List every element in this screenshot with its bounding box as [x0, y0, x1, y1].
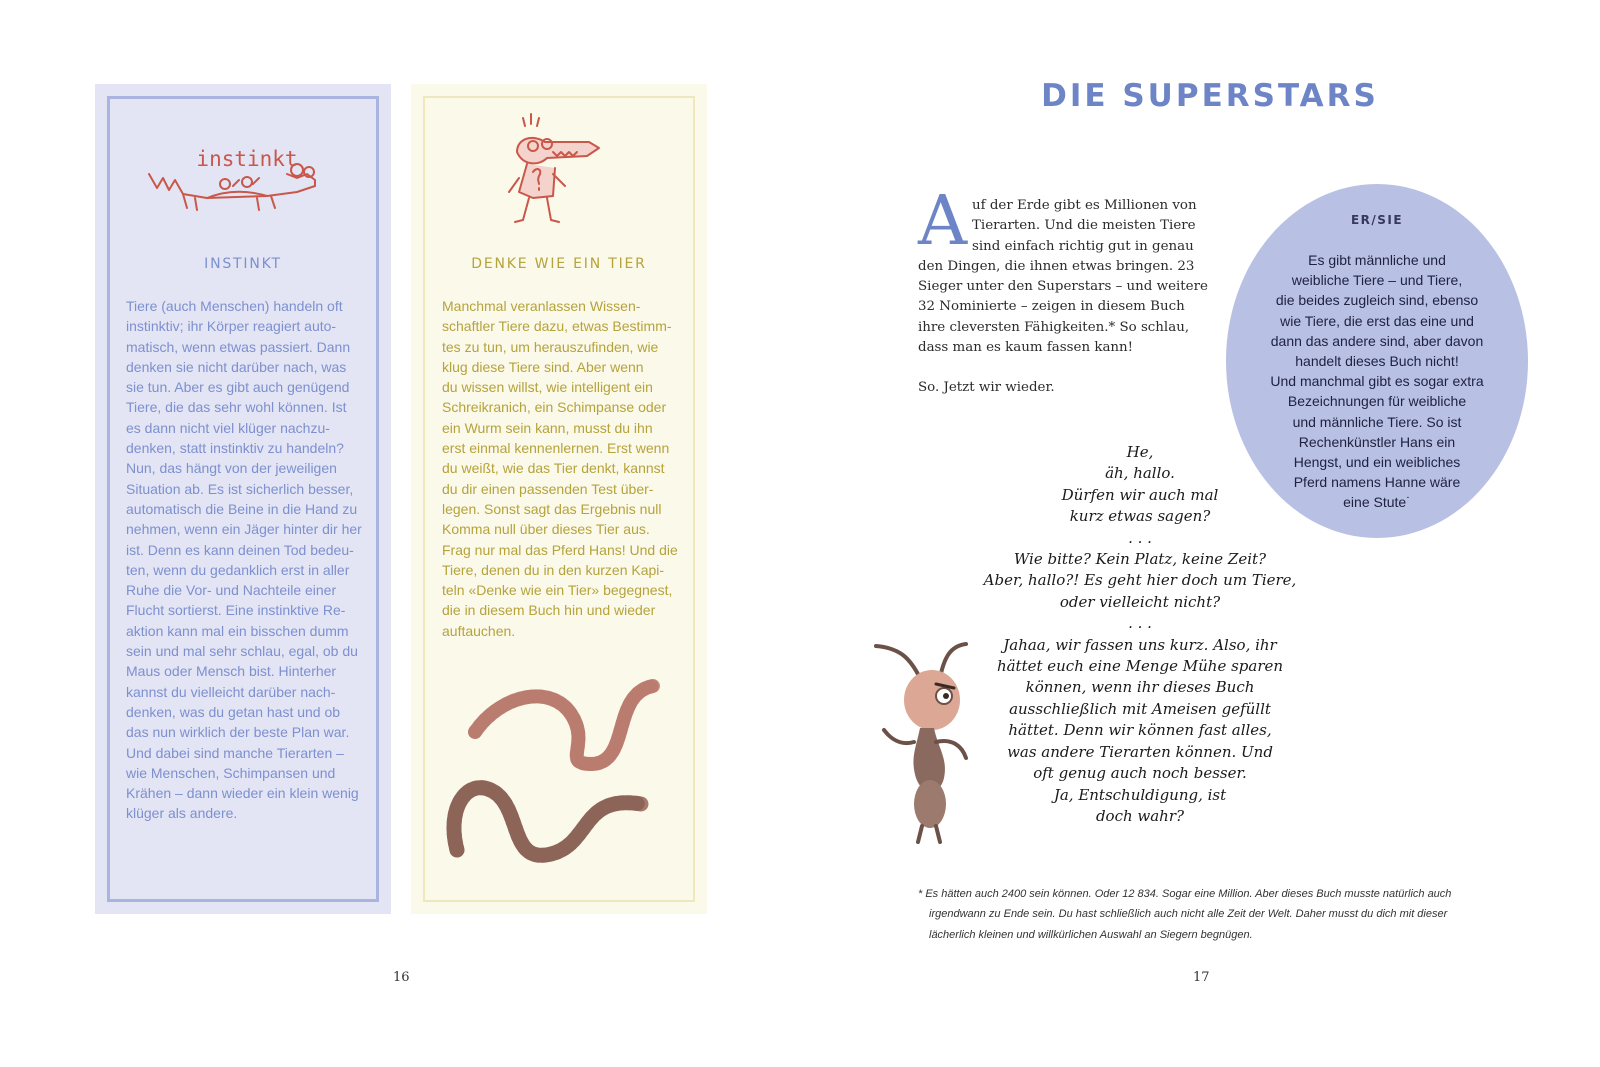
- speech-line: doch wahr?: [1095, 806, 1185, 825]
- instinkt-text-line: instinktiv; ihr Körper reagiert auto-: [126, 318, 337, 335]
- instinkt-text-line: nehmen, wenn ein Jäger hinter dir her: [126, 521, 362, 538]
- instinkt-text-line: ist. Denn es kann deinen Tod bedeu-: [126, 541, 354, 558]
- instinkt-text-line: Maus oder Mensch bist. Hinterher: [126, 663, 337, 680]
- intro-text-line: uf der Erde gibt es Millionen von: [972, 198, 1197, 213]
- speech-line: was andere Tierarten können. Und: [1007, 742, 1273, 761]
- denke-text-line: auftauchen.: [442, 622, 516, 639]
- denke-text-line: Tiere, denen du in den kurzen Kapi-: [442, 561, 665, 578]
- er-sie-text-line: eine Stute˙: [1343, 494, 1411, 511]
- speech-line: Aber, hallo?! Es geht hier doch um Tiere,: [983, 571, 1297, 590]
- instinkt-text-line: sein und mal sehr schlau, egal, ob du: [126, 643, 358, 660]
- footnote: [918, 884, 1518, 945]
- speech-line: oft genug auch noch besser.: [1033, 764, 1247, 783]
- denke-text-line: tes zu tun, um herauszufinden, wie: [442, 338, 659, 355]
- denke-text-line: du weißt, wie das Tier denkt, kannst: [442, 460, 665, 477]
- denke-body-text: [442, 296, 692, 641]
- earthworms-icon: [441, 654, 681, 894]
- er-sie-text-line: Hengst, und ein weibliches: [1293, 454, 1461, 471]
- er-sie-text-line: Und manchmal gibt es sogar extra: [1270, 373, 1484, 390]
- ant-speech: [975, 442, 1305, 827]
- intro-text-line: ihre cleversten Fähigkeiten.* So schlau,: [918, 319, 1190, 335]
- denke-text-line: Schreikranich, ein Schimpanse oder: [442, 399, 667, 416]
- ant-icon: [870, 638, 980, 848]
- instinkt-text-line: Tiere, die das sehr wohl können. Ist: [126, 399, 347, 416]
- drop-cap: A: [918, 182, 968, 261]
- speech-line: Jahaa, wir fassen uns kurz. Also, ihr: [1003, 635, 1277, 654]
- er-sie-text-line: Bezeichnungen für weibliche: [1287, 393, 1467, 410]
- denke-title: DENKE WIE EIN TIER: [471, 256, 647, 272]
- denke-text-line: ein Wurm sein kann, musst du ihn: [442, 419, 653, 436]
- instinkt-text-line: ten, wenn du gedanklich erst in aller: [126, 561, 350, 578]
- intro-text-line: Tierarten. Und die meisten Tiere: [972, 218, 1196, 234]
- page-number-left: 16: [393, 970, 410, 985]
- instinkt-text-line: Flucht sortierst. Eine instinktive Re-: [126, 602, 346, 619]
- instinkt-text-line: denken, was du getan hast und ob: [126, 703, 341, 720]
- er-sie-text-line: Es gibt männliche und: [1308, 252, 1446, 268]
- intro-text-line: dass man es kaum fassen kann!: [918, 340, 1134, 356]
- denke-text-line: Frag nur mal das Pferd Hans! Und die: [442, 541, 678, 558]
- speech-line: Wie bitte? Kein Platz, keine Zeit?: [1013, 550, 1267, 569]
- denke-text-line: teln «Denke wie ein Tier» begegnest,: [442, 582, 673, 599]
- er-sie-text-line: die beides zugleich sind, ebenso: [1275, 292, 1479, 309]
- intro-text-line: 32 Nominierte – zeigen in diesem Buch: [918, 299, 1185, 315]
- instinkt-text-line: Und dabei sind manche Tierarten –: [126, 744, 344, 761]
- denke-text-line: schaftler Tiere dazu, etwas Bestimm-: [442, 318, 672, 335]
- instinkt-text-line: denken, statt instinktiv zu handeln?: [126, 440, 344, 457]
- paragraph-gap: [918, 358, 1218, 378]
- speech-line: oder vielleicht nicht?: [1059, 592, 1221, 611]
- page-number-right: 17: [1193, 970, 1210, 985]
- intro-closing-line: So. Jetzt wir wieder.: [918, 380, 1055, 396]
- instinkt-text-line: Tiere (auch Menschen) handeln oft: [126, 298, 343, 314]
- denke-text-line: du wissen willst, wie intelligent ein: [442, 379, 653, 396]
- er-sie-text-line: Pferd namens Hanne wäre: [1293, 474, 1461, 491]
- speech-line: . . .: [1128, 528, 1152, 547]
- er-sie-text-line: handelt dieses Buch nicht!: [1295, 353, 1459, 370]
- chapter-title: DIE SUPERSTARS: [1041, 78, 1379, 114]
- instinkt-text-line: kannst du vielleicht darüber nach-: [126, 683, 336, 700]
- instinkt-title: INSTINKT: [204, 256, 282, 272]
- speech-line: He,: [1126, 443, 1154, 461]
- denke-text-line: du dir einen passenden Test über-: [442, 480, 654, 497]
- denke-text-line: legen. Sonst sagt das Ergebnis null: [442, 500, 662, 517]
- er-sie-title: ER/SIE: [1350, 213, 1404, 227]
- instinkt-text-line: Ruhe die Vor- und Nachteile einer: [126, 582, 337, 599]
- instinkt-text-line: Krähen – dann wieder ein klein wenig: [126, 785, 359, 802]
- footnote-line: lächerlich kleinen und willkürlichen Auswahl an Siegern begnügen.: [929, 928, 1253, 941]
- speech-line: äh, hallo.: [1105, 464, 1175, 483]
- instinkt-text-line: das nun wirklich der beste Plan war.: [126, 724, 350, 741]
- er-sie-text-line: Rechenkünstler Hans ein: [1298, 433, 1456, 450]
- speech-line: ausschließlich mit Ameisen gefüllt: [1009, 699, 1271, 718]
- instinkt-text-line: wie Menschen, Schimpansen und: [126, 764, 336, 781]
- er-sie-text-line: dann das andere sind, aber davon: [1270, 332, 1484, 349]
- instinkt-body-text: [126, 296, 376, 824]
- er-sie-text-line: weibliche Tiere – und Tiere,: [1291, 272, 1463, 289]
- instinkt-text-line: aktion kann mal ein bisschen dumm: [126, 622, 349, 639]
- crocodile-instinkt-icon: [147, 144, 347, 224]
- denke-text-line: die in diesem Buch hin und wieder: [442, 602, 656, 619]
- instinkt-text-line: es dann nicht viel klüger nachzu-: [126, 419, 330, 436]
- instinkt-text-line: Nun, das hängt von der jeweiligen: [126, 460, 337, 477]
- instinkt-box: [95, 84, 391, 914]
- speech-line: können, wenn ihr dieses Buch: [1025, 678, 1255, 697]
- denke-text-line: erst einmal kennenlernen. Erst wenn: [442, 440, 670, 457]
- intro-text-line: den Dingen, die ihnen etwas bringen. 23: [918, 258, 1195, 274]
- denke-text-line: klug diese Tiere sind. Aber wenn: [442, 358, 644, 375]
- speech-line: hättet. Denn wir können fast alles,: [1008, 721, 1272, 740]
- speech-line: kurz etwas sagen?: [1069, 507, 1211, 526]
- instinkt-text-line: klüger als andere.: [126, 805, 238, 822]
- crocodile-thinking-icon: [503, 112, 613, 234]
- er-sie-text-line: wie Tiere, die erst das eine und: [1280, 312, 1474, 329]
- instinkt-text-line: sie tun. Aber es gibt auch genügend: [126, 379, 350, 396]
- speech-line: Ja, Entschuldigung, ist: [1053, 785, 1227, 804]
- intro-text-line: Sieger unter den Superstars – und weitere: [918, 279, 1208, 295]
- instinkt-text-line: Situation ab. Es ist sicherlich besser,: [126, 480, 354, 497]
- denke-text-line: Komma null über dieses Tier aus.: [442, 521, 650, 538]
- speech-line: hättet euch eine Menge Mühe sparen: [996, 657, 1284, 676]
- instinkt-text-line: automatisch die Beine in die Hand zu: [126, 500, 358, 517]
- instinkt-text-line: denken sie nicht darüber nach, was: [126, 358, 347, 375]
- footnote-line: * Es hätten auch 2400 sein können. Oder 12 834. Sogar eine Million. Aber dieses Buch musste natürlich auch: [918, 888, 1452, 900]
- denke-text-line: Manchmal veranlassen Wissen-: [442, 298, 641, 314]
- intro-text: [918, 196, 1218, 399]
- instinkt-illustration-word: instinkt: [196, 147, 298, 171]
- footnote-line: irgendwann zu Ende sein. Du hast schließlich auch nicht alle Zeit der Welt. Daher musst du dich mit dieser: [929, 908, 1448, 921]
- er-sie-text-line: und männliche Tiere. So ist: [1292, 413, 1462, 430]
- speech-line: Dürfen wir auch mal: [1061, 485, 1219, 504]
- instinkt-text-line: matisch, wenn etwas passiert. Dann: [126, 338, 351, 355]
- speech-line: . . .: [1128, 614, 1152, 633]
- denke-wie-ein-tier-box: [411, 84, 707, 914]
- intro-text-line: sind einfach richtig gut in genau: [972, 238, 1194, 254]
